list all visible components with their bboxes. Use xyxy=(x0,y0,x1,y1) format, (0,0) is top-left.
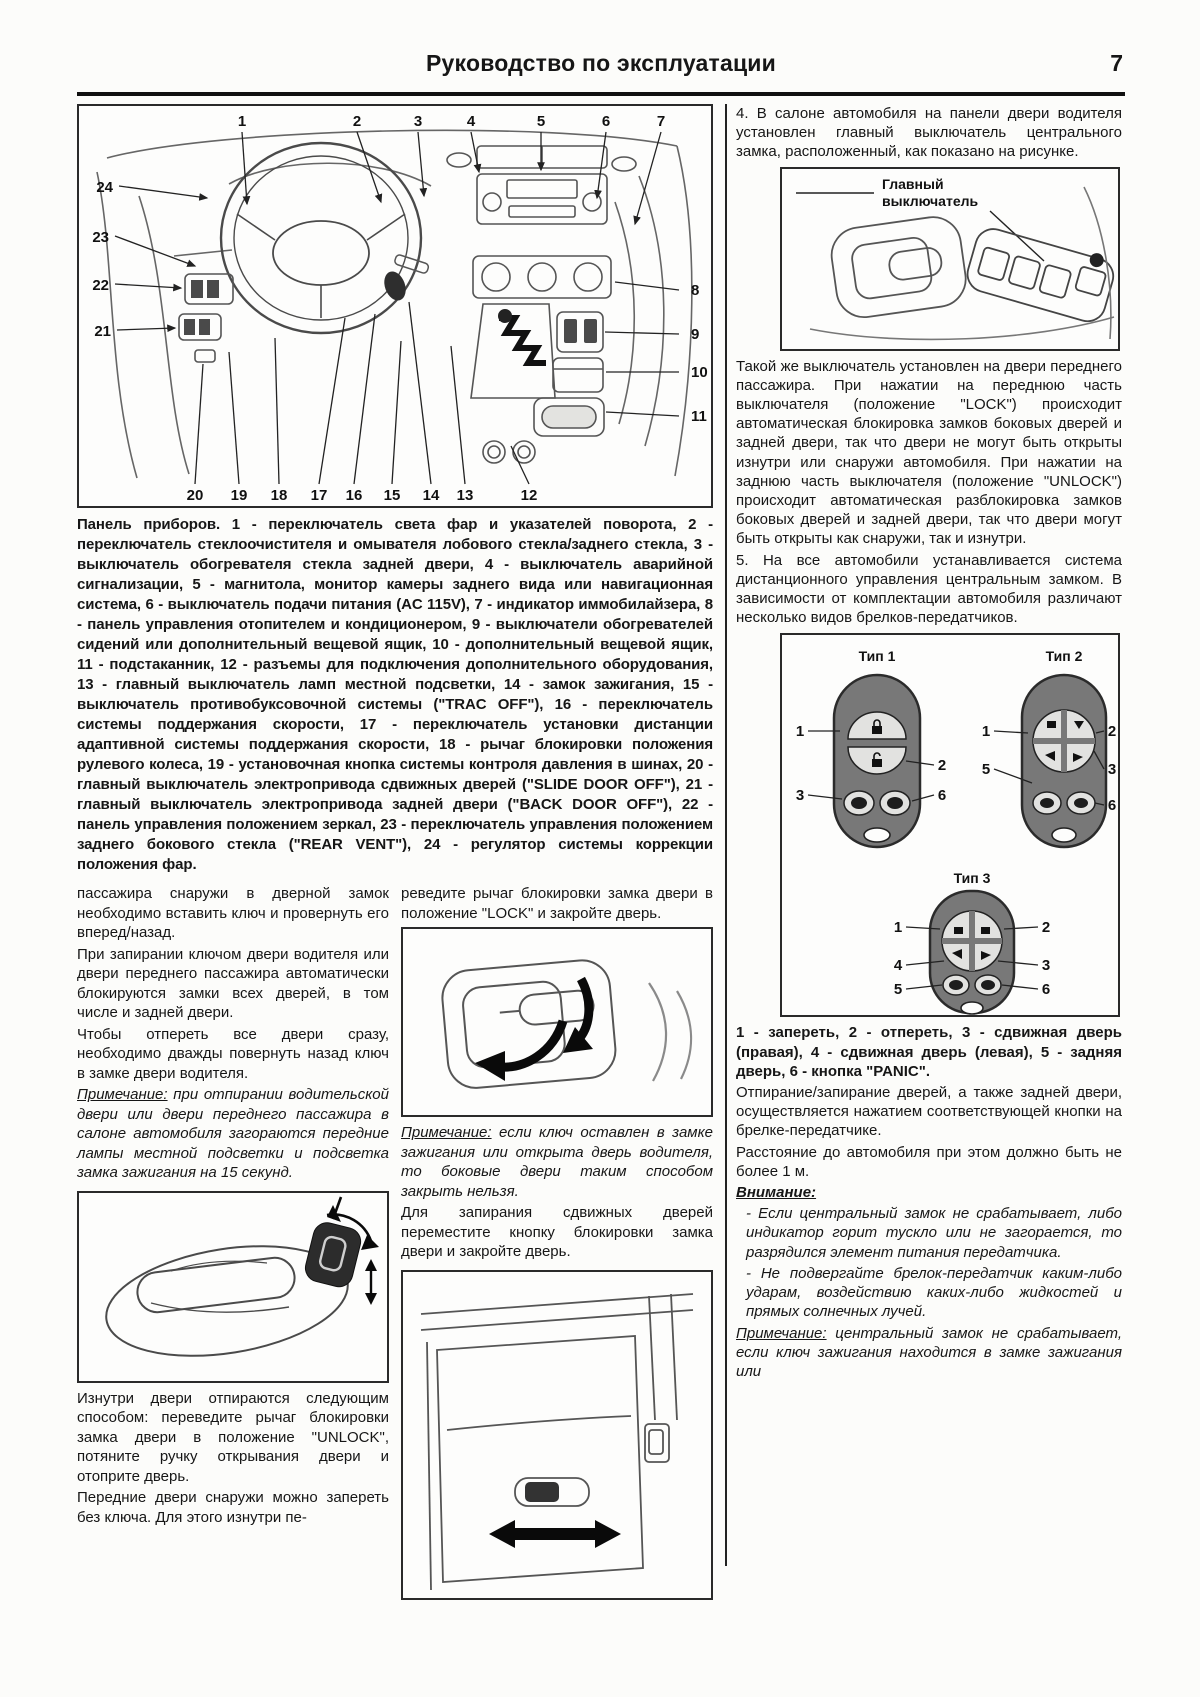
callout-numbers xyxy=(92,113,707,504)
callout-number: 2 xyxy=(352,113,362,130)
text-columns xyxy=(77,884,713,1600)
page-header xyxy=(77,50,1125,88)
note-text: центральный замок не срабатывает, если ключ зажигания находится в замке зажигания или xyxy=(736,1324,1122,1380)
paragraph: 4. В салоне автомобиля на панели двери водителя установлен главный выключатель центрального замка, расположенный, как показано на рисунке. xyxy=(736,105,1122,161)
callout-number: 19 xyxy=(230,487,248,504)
motion-lines xyxy=(649,983,691,1081)
note-text: при отпирании водительской двери или двери переднего пассажира в салоне автомобиля загораются передние лампы местной подсветки и подсветка замка зажигания на 15 секунд. xyxy=(77,1086,389,1181)
paragraph: Чтобы отпереть все двери сразу, необходимо дважды повернуть назад ключ в замке двери водителя. xyxy=(77,1025,389,1082)
lower-panels xyxy=(483,312,604,463)
window-switch-panel xyxy=(963,220,1118,325)
column-middle xyxy=(401,884,713,1600)
note-label: Примечание: xyxy=(77,1086,168,1103)
note-label: Примечание: xyxy=(736,1324,827,1342)
note-label: Примечание: xyxy=(401,1124,492,1141)
sliding-door-lock-diagram xyxy=(403,1272,711,1598)
callout-number: 6 xyxy=(1041,981,1051,999)
fob-type-label: Тип 2 xyxy=(1045,648,1083,665)
callout-number: 21 xyxy=(94,323,111,340)
paragraph: Отпирание/запирание дверей, а также задней двери, осуществляется нажатием соответствующей кнопки на брелке-передатчике. xyxy=(736,1084,1122,1140)
callout-number: 6 xyxy=(601,113,611,130)
warning-heading xyxy=(736,1183,1122,1202)
paragraph: Изнутри двери отпираются следующим способом: переведите рычаг блокировки замка двери в положение "UNLOCK", потяните ручку открывания двери и отоприте дверь. xyxy=(77,1389,389,1485)
callout-number: 18 xyxy=(270,487,288,504)
callout-number: 3 xyxy=(1107,761,1117,779)
paragraph: Передние двери снаружи можно запереть без ключа. Для этого изнутри пе- xyxy=(77,1489,389,1526)
door-pull-handle xyxy=(828,213,969,320)
warning-item: - Не подвергайте брелок-передатчик каким-либо ударам, воздействию каких-либо жидкостей и прямых солнечных лучей. xyxy=(746,1264,1122,1321)
inner-door-handle-diagram xyxy=(403,929,711,1115)
warning-item: - Если центральный замок не срабатывает, либо индикатор горит тускло или не загорается, то разрядился элемент питания передатчика. xyxy=(746,1205,1122,1261)
header-rule xyxy=(77,92,1125,96)
callout-number: 4 xyxy=(893,957,903,975)
callout-number: 23 xyxy=(92,229,109,246)
paragraph: Такой же выключатель установлен на двери переднего пассажира. При нажатии на переднюю часть выключателя (положение "LOCK") происходит автоматическая блокировка замков боковых дверей и задней двери, так что двери не могут быть открыты изнутри или снаружи автомобиля. При нажатии на заднюю часть выключателя (положение "UNLOCK") происходит автоматическая разблокировка замков боковых дверей и задней двери, так что двери могут быть открыты как снаружи, так и изнутри. xyxy=(736,357,1122,548)
callout-number: 2 xyxy=(1107,723,1117,741)
page-number: 7 xyxy=(1110,50,1123,76)
dashboard-caption: Панель приборов. 1 - переключатель света фар и указателей поворота, 2 - переключатель стеклоочистителя и омывателя лобового стекла/заднего стекла, 3 - выключатель обогревателя стекла задней двери, 4 - выключатель аварийной сигнализации, 5 - магнитола, монитор камеры заднего вида или навигационная система, 6 - выключатель подачи питания (AC 115V), 7 - индикатор иммобилайзера, 8 - панель управления отопителем и кондиционером, 9 - выключатели обогревателей сидений или дополнительный вещевой ящик, 10 - дополнительный вещевой ящик, 11 - подстаканник, 12 - разъемы для подключения дополнительного оборудования, 13 - главный выключатель ламп местной подсветки, 14 - замок зажигания, 15 - выключатель противобуксовочной системы ("TRAC OFF"), 16 - переключатель системы поддержания скорости, 17 - переключатель установки дистанции адаптивной системы поддержания скорости, 18 - рычаг блокировки положения рулевого колеса, 19 - установочная кнопка системы контроля давления в шинах, 20 - главный выключатель электропривода сдвижных дверей ("SLIDE DOOR OFF"), 21 - главный выключатель электропривода задней двери ("BACK DOOR OFF"), 22 - панель управления положением зеркал, 23 - переключатель управления положением заднего бокового стекла ("REAR VENT"), 24 - регулятор системы коррекции положения фар. xyxy=(77,516,713,873)
dashboard-figure xyxy=(77,104,713,508)
callout-number: 20 xyxy=(186,487,204,504)
callout-number: 14 xyxy=(422,487,440,504)
master-switch-diagram xyxy=(782,169,1118,349)
master-switch-figure xyxy=(780,167,1120,351)
shifter-console xyxy=(471,304,555,398)
callout-number: 6 xyxy=(1107,797,1117,815)
note-text: если ключ оставлен в замке зажигания или открыта дверь водителя, то боковые двери таким способом закрыть нельзя. xyxy=(401,1124,713,1200)
left-region xyxy=(77,104,713,1600)
dashboard-diagram xyxy=(79,106,711,506)
column-divider xyxy=(725,104,727,1566)
callout-number: 7 xyxy=(656,113,666,130)
paragraph: 5. На все автомобили устанавливается система дистанционного управления центральным замком. В зависимости от комплектации автомобиля различают несколько видов брелков-передатчиков. xyxy=(736,551,1122,627)
key-fob-diagram xyxy=(782,635,1118,1015)
key-fob-type2 xyxy=(1022,675,1106,847)
note xyxy=(736,1324,1122,1382)
paragraph: При запирании ключом двери водителя или двери переднего пассажира автоматически блокируются замки всех дверей, в том числе и задней двери. xyxy=(77,945,389,1021)
page-content xyxy=(77,104,1125,1600)
callout-number: 8 xyxy=(691,282,700,299)
callout-number: 3 xyxy=(1041,957,1051,975)
double-arrow-icon xyxy=(489,1520,621,1548)
note xyxy=(77,1085,389,1183)
callout-number: 3 xyxy=(413,113,423,130)
figure-label: Главный xyxy=(882,175,944,192)
callout-number: 16 xyxy=(345,487,363,504)
right-column xyxy=(736,104,1122,1600)
callout-lines xyxy=(115,132,679,484)
door-handle-key-diagram xyxy=(79,1193,387,1381)
callout-number: 13 xyxy=(456,487,474,504)
note xyxy=(401,1123,713,1201)
paragraph: пассажира снаружи в дверной замок необходимо вставить ключ и провернуть его вперед/назад. xyxy=(77,885,389,941)
fob-type-label: Тип 3 xyxy=(953,870,991,887)
callout-number: 3 xyxy=(795,787,805,805)
steering-wheel xyxy=(221,143,421,333)
fob-type-label: Тип 1 xyxy=(858,648,896,665)
callout-number: 1 xyxy=(893,919,903,937)
callout-number: 9 xyxy=(691,326,700,343)
inner-door-handle-figure xyxy=(401,927,713,1117)
callout-number: 12 xyxy=(520,487,538,504)
paragraph: реведите рычаг блокировки замка двери в положение "LOCK" и закройте дверь. xyxy=(401,885,713,922)
lock-knob xyxy=(525,1482,559,1502)
callout-number: 5 xyxy=(981,761,991,779)
callout-number: 17 xyxy=(310,487,328,504)
callout-number: 4 xyxy=(466,113,476,130)
paragraph: Расстояние до автомобиля при этом должно быть не более 1 м. xyxy=(736,1143,1122,1180)
callout-number: 1 xyxy=(237,113,247,130)
warning-label: Внимание: xyxy=(736,1184,817,1202)
callout-number: 2 xyxy=(937,757,947,775)
callout-number: 11 xyxy=(691,408,707,425)
column-left xyxy=(77,884,389,1600)
callout-number: 15 xyxy=(383,487,401,504)
callout-number: 2 xyxy=(1041,919,1051,937)
door-switch-panels xyxy=(179,274,233,362)
callout-number: 5 xyxy=(893,981,903,999)
callout-number: 24 xyxy=(96,179,113,196)
door-handle-key-figure xyxy=(77,1191,389,1383)
callout-number: 5 xyxy=(536,113,546,130)
key-fob-type3 xyxy=(930,891,1014,1014)
callout-number: 22 xyxy=(92,277,109,294)
key-head xyxy=(302,1219,363,1289)
figure-label: выключатель xyxy=(882,192,979,209)
callout-number: 1 xyxy=(981,723,991,741)
fob-caption: 1 - запереть, 2 - отпереть, 3 - сдвижная дверь (правая), 4 - сдвижная дверь (левая), 5 - задняя дверь, 6 - кнопка "PANIC". xyxy=(736,1024,1122,1080)
sliding-door-lock-figure xyxy=(401,1270,713,1600)
callout-number: 6 xyxy=(937,787,947,805)
paragraph: Для запирания сдвижных дверей переместите кнопку блокировки замка двери и закройте дверь. xyxy=(401,1204,713,1260)
callout-number: 10 xyxy=(691,364,708,381)
key-fob-figure xyxy=(780,633,1120,1017)
page-title: Руководство по эксплуатации xyxy=(426,50,776,76)
door-interior-outline xyxy=(421,1294,693,1590)
callout-number: 1 xyxy=(795,723,805,741)
